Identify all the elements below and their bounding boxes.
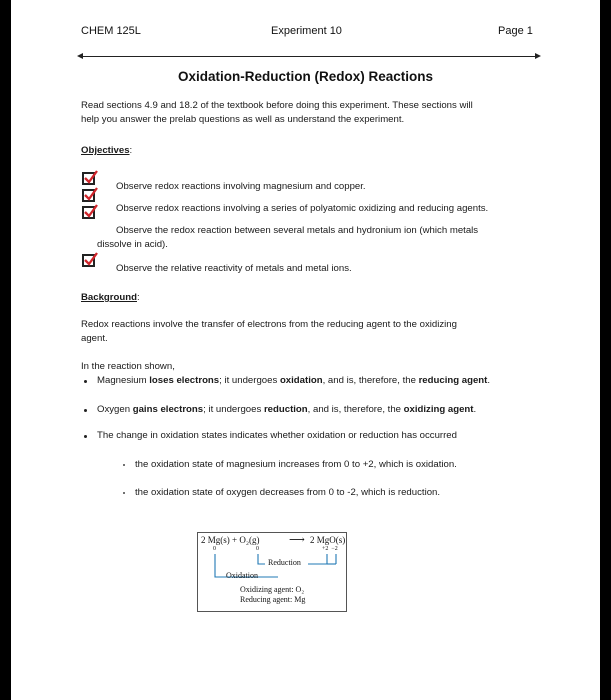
oxidation-label: Oxidation bbox=[226, 571, 258, 580]
objective-4-checkbox[interactable] bbox=[82, 254, 95, 267]
reaction-product: 2 MgO(s) bbox=[310, 535, 346, 545]
reaction-reactants: 2 Mg(s) + O₂(g) bbox=[201, 535, 260, 545]
bullet-icon bbox=[84, 409, 87, 412]
reduction-label: Reduction bbox=[268, 558, 301, 567]
sub-bullet-icon bbox=[123, 492, 125, 494]
sub-bullet-magnesium: the oxidation state of magnesium increases from 0 to +2, which is oxidation. bbox=[135, 459, 457, 470]
document-page bbox=[11, 0, 600, 700]
bullet-oxidation-states: The change in oxidation states indicates whether oxidation or reduction has occurred bbox=[97, 430, 457, 441]
background-paragraph-line-2: agent. bbox=[81, 333, 108, 344]
background-paragraph-line-1: Redox reactions involve the transfer of electrons from the reducing agent to the oxidizing bbox=[81, 319, 457, 330]
rule-arrow-right-icon bbox=[535, 53, 541, 59]
objective-3-text: Observe the redox reaction between several metals and hydronium ion (which metals bbox=[116, 225, 479, 236]
check-icon bbox=[82, 203, 100, 219]
course-code: CHEM 125L bbox=[81, 25, 141, 37]
objective-2-text: Observe redox reactions involving a series of polyatomic oxidizing and reducing agents. bbox=[116, 203, 489, 214]
page-title: Oxidation-Reduction (Redox) Reactions bbox=[177, 69, 434, 84]
sub-bullet-icon bbox=[123, 464, 125, 466]
objective-3-continued: dissolve in acid). bbox=[97, 239, 168, 250]
background-heading-colon: : bbox=[136, 292, 140, 303]
reaction-lead-in: In the reaction shown, bbox=[81, 361, 175, 372]
objectives-heading bbox=[81, 144, 132, 158]
reaction-figure bbox=[197, 532, 347, 612]
check-icon bbox=[82, 251, 100, 267]
reducing-agent-label: Reducing agent: Mg bbox=[240, 595, 306, 604]
bullet-magnesium: Magnesium loses electrons; it undergoes oxidation, and is, therefore, the reducing agent. bbox=[97, 375, 491, 386]
oxidation-state-o2: 0 bbox=[256, 546, 259, 552]
intro-line-1: Read sections 4.9 and 18.2 of the textbook before doing this experiment. These sections will bbox=[81, 100, 473, 111]
bullet-icon bbox=[84, 380, 87, 383]
objective-1-text: Observe redox reactions involving magnesium and copper. bbox=[116, 181, 366, 192]
bullet-icon bbox=[84, 435, 87, 438]
oxidizing-agent-label: Oxidizing agent: O₂ bbox=[240, 585, 305, 594]
page-number: Page 1 bbox=[498, 25, 533, 37]
intro-line-2: help you answer the prelab questions as well as understand the experiment. bbox=[81, 114, 405, 125]
reaction-arrow-icon: ⟶ bbox=[289, 534, 305, 546]
objective-1-checkbox[interactable] bbox=[82, 172, 95, 185]
background-heading bbox=[81, 291, 140, 305]
check-icon bbox=[82, 169, 100, 185]
oxidation-state-mg: 0 bbox=[213, 546, 216, 552]
objective-4-text: Observe the relative reactivity of metals and metal ions. bbox=[116, 263, 352, 274]
bullet-oxygen: Oxygen gains electrons; it undergoes reduction, and is, therefore, the oxidizing agent. bbox=[97, 404, 477, 415]
header-rule bbox=[81, 56, 537, 57]
objectives-heading-text: Objectives bbox=[81, 145, 130, 156]
experiment-number: Experiment 10 bbox=[271, 25, 342, 37]
check-icon bbox=[82, 186, 100, 202]
sub-bullet-oxygen: the oxidation state of oxygen decreases from 0 to -2, which is reduction. bbox=[135, 487, 441, 498]
objectives-heading-colon: : bbox=[129, 145, 133, 156]
background-heading-text: Background bbox=[81, 292, 137, 303]
objective-2-checkbox[interactable] bbox=[82, 189, 95, 202]
objective-3-checkbox[interactable] bbox=[82, 206, 95, 219]
oxidation-state-product: +2 −2 bbox=[322, 546, 338, 552]
